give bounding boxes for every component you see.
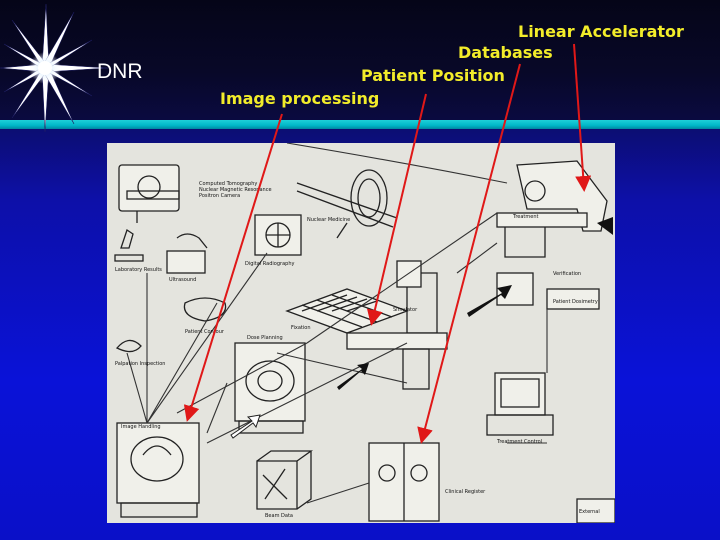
caption-ultrasound: Ultrasound: [169, 277, 197, 283]
slide-title: DNR: [97, 60, 143, 83]
caption-mr: Nuclear Magnetic Resonance: [199, 187, 272, 193]
caption-simulator: Simulator: [393, 307, 418, 313]
caption-image-handling: Image Handling: [121, 424, 161, 430]
caption-contour: Patient Contour: [185, 329, 224, 335]
label-linear-accelerator: Linear Accelerator: [518, 22, 684, 41]
caption-ct: Computed Tomography: [199, 181, 258, 187]
caption-fixation: Fixation: [291, 325, 311, 331]
caption-treatment: Treatment: [513, 214, 539, 220]
caption-beam-data: Beam Data: [265, 513, 293, 519]
starburst-icon: [0, 0, 110, 135]
label-patient-position: Patient Position: [361, 66, 505, 85]
image-handling-illustration: [117, 423, 199, 517]
clinical-register-illustration: [369, 443, 439, 521]
caption-nuclear: Nuclear Medicine: [307, 217, 351, 223]
caption-dose-planning: Dose Planning: [247, 335, 283, 341]
caption-digital-rad: Digital Radiography: [245, 261, 295, 267]
caption-patient-dosimetry: Patient Dosimetry: [553, 299, 598, 305]
digital-radiography-illustration: [255, 215, 301, 255]
caption-pet: Positron Camera: [199, 193, 241, 199]
caption-treatment-control: Treatment Control: [497, 439, 543, 445]
caption-verification: Verification: [553, 271, 582, 277]
caption-palpation: Palpation Inspection: [115, 361, 166, 367]
radiotherapy-system-diagram: [107, 143, 615, 523]
label-databases: Databases: [458, 43, 553, 62]
caption-external: External: [579, 509, 600, 515]
caption-lab: Laboratory Results: [115, 267, 162, 273]
caption-clinical-register: Clinical Register: [445, 489, 486, 495]
label-image-processing: Image processing: [220, 89, 380, 108]
